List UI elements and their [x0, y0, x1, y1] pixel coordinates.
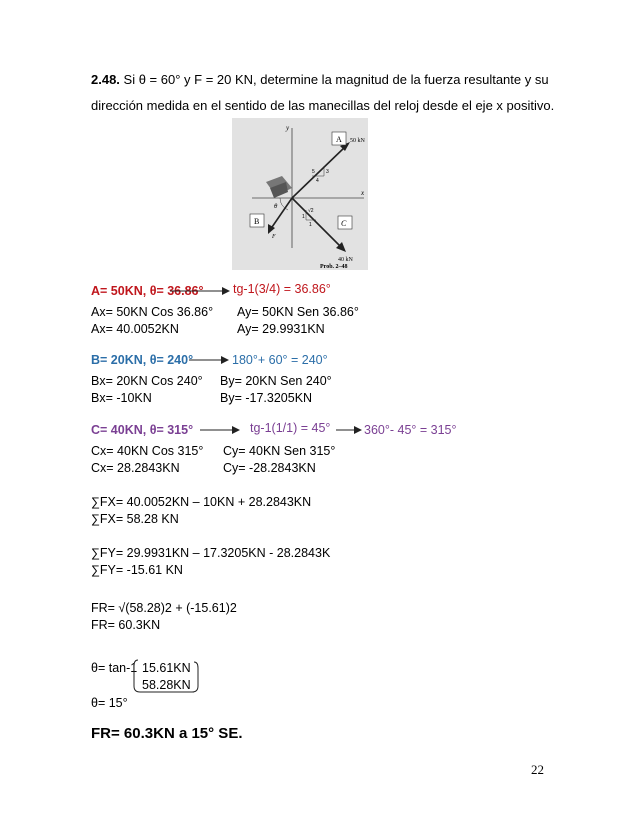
ay-eq1: Ay= 50KN Sen 36.86°	[237, 305, 359, 319]
label-c: C	[341, 219, 347, 228]
force-diagram	[232, 118, 368, 270]
bx-eq2: Bx= -10KN	[91, 391, 152, 405]
page-number: 22	[531, 762, 544, 777]
ay-eq2: Ay= 29.9931KN	[237, 322, 325, 336]
slope-5: 5	[312, 169, 315, 175]
slope-1b: 1	[309, 222, 312, 228]
b-heading: B= 20KN, θ= 240°	[91, 353, 194, 367]
cy-eq2: Cy= -28.2843KN	[223, 461, 316, 475]
label-b: B	[254, 217, 260, 226]
problem-line-1	[91, 72, 549, 87]
c-heading-arrow-1	[200, 423, 240, 437]
theta-prefix: θ= tan-1	[91, 661, 138, 675]
c-heading-arrow-2	[336, 423, 362, 437]
c-heading-calc: tg-1(1/1) = 45°	[250, 421, 331, 435]
a-heading-calc: tg-1(3/4) = 36.86°	[233, 282, 331, 296]
by-eq1: By= 20KN Sen 240°	[220, 374, 332, 388]
force-c-magnitude: 40 kN	[338, 257, 353, 263]
sum-fy-1: ∑FY= 29.9931KN – 17.3205KN - 28.2843K	[91, 546, 331, 560]
y-label: y	[286, 124, 290, 132]
sum-fx-1: ∑FX= 40.0052KN – 10KN + 28.2843KN	[91, 495, 312, 509]
slope-4: 4	[316, 178, 319, 184]
slope-1a: 1	[302, 214, 305, 220]
by-eq2: By= -17.3205KN	[220, 391, 313, 405]
cy-eq1: Cy= 40KN Sen 315°	[223, 444, 336, 458]
theta-result: θ= 15°	[91, 696, 128, 710]
cx-eq1: Cx= 40KN Cos 315°	[91, 444, 204, 458]
problem-text-1: Si θ = 60° y F = 20 KN, determine la magnitud de la fuerza resultante y su	[123, 72, 549, 87]
fr-value: FR= 60.3KN	[91, 618, 161, 632]
fraction-numerator: 15.61KN	[142, 661, 191, 675]
final-answer: FR= 60.3KN a 15° SE.	[91, 725, 243, 742]
ax-eq2: Ax= 40.0052KN	[91, 322, 179, 336]
slope-sqrt2: √2	[308, 208, 314, 214]
figure-caption: Prob. 2–48	[320, 264, 348, 270]
force-a-magnitude: 50 kN	[350, 138, 365, 144]
problem-line-2: dirección medida en el sentido de las manecillas del reloj desde el eje x positivo.	[91, 98, 555, 113]
a-heading: A= 50KN, θ= 36.86°	[91, 284, 204, 298]
slope-3a: 3	[326, 169, 329, 175]
label-a: A	[336, 135, 342, 144]
sum-fx-2: ∑FX= 58.28 KN	[91, 512, 179, 526]
theta-label: θ	[274, 204, 278, 210]
c-heading-result: 360°- 45° = 315°	[364, 423, 457, 437]
x-label: x	[361, 189, 365, 197]
bx-eq1: Bx= 20KN Cos 240°	[91, 374, 203, 388]
cx-eq2: Cx= 28.2843KN	[91, 461, 180, 475]
figure-background	[232, 118, 368, 270]
fr-formula: FR= √(58.28)2 + (-15.61)2	[91, 601, 237, 615]
fraction-denominator: 58.28KN	[142, 678, 191, 692]
sum-fy-2: ∑FY= -15.61 KN	[91, 563, 183, 577]
ax-eq1: Ax= 50KN Cos 36.86°	[91, 305, 214, 319]
b-heading-calc: 180°+ 60° = 240°	[232, 353, 328, 367]
c-heading: C= 40KN, θ= 315°	[91, 423, 194, 437]
a-heading-arrow	[170, 284, 230, 298]
b-heading-arrow	[189, 353, 229, 367]
problem-number: 2.48.	[91, 72, 120, 87]
force-f-label: F	[272, 234, 276, 240]
